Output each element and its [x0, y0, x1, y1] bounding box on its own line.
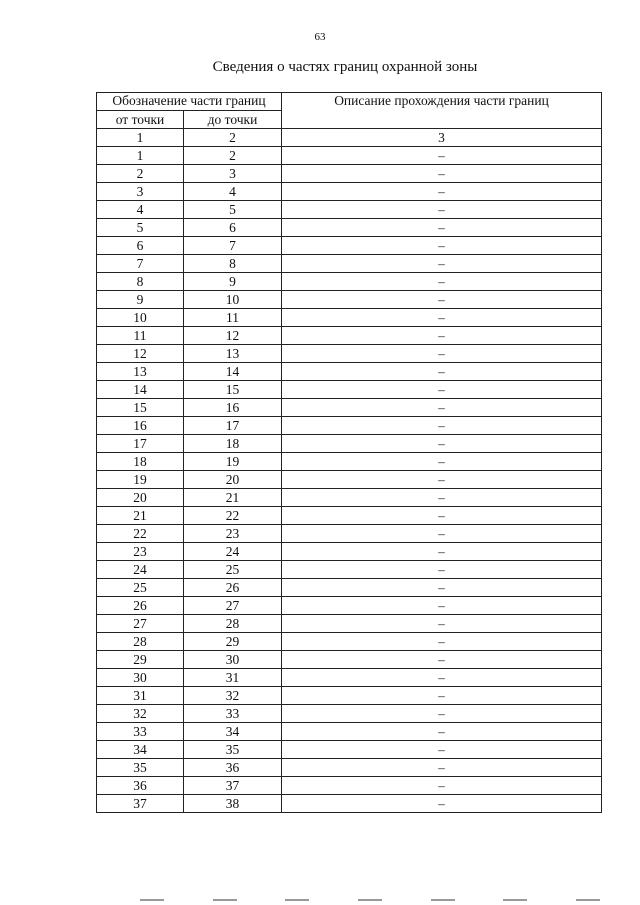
- description-cell: –: [282, 597, 602, 615]
- to-point-cell: 13: [184, 345, 282, 363]
- to-point-cell: 31: [184, 669, 282, 687]
- description-cell: –: [282, 219, 602, 237]
- to-point-cell: 9: [184, 273, 282, 291]
- scan-mark: [285, 899, 309, 901]
- description-cell: –: [282, 759, 602, 777]
- to-point-cell: 32: [184, 687, 282, 705]
- to-point-cell: 35: [184, 741, 282, 759]
- table-row: [97, 561, 602, 579]
- to-point-cell: 18: [184, 435, 282, 453]
- to-point-cell: 37: [184, 777, 282, 795]
- description-cell: –: [282, 705, 602, 723]
- column-index-cell: 1: [97, 129, 184, 147]
- from-point-cell: 20: [97, 489, 184, 507]
- from-point-cell: 15: [97, 399, 184, 417]
- table-row: [97, 435, 602, 453]
- description-cell: –: [282, 435, 602, 453]
- description-cell: –: [282, 291, 602, 309]
- from-point-cell: 35: [97, 759, 184, 777]
- table-row: [97, 543, 602, 561]
- scan-mark: [140, 899, 164, 901]
- from-point-cell: 9: [97, 291, 184, 309]
- description-cell: –: [282, 381, 602, 399]
- to-point-cell: 30: [184, 651, 282, 669]
- table-row: [97, 795, 602, 813]
- description-cell: –: [282, 237, 602, 255]
- scan-mark: [213, 899, 237, 901]
- table-row: [97, 525, 602, 543]
- description-cell: –: [282, 255, 602, 273]
- table-row: [97, 741, 602, 759]
- description-cell: –: [282, 327, 602, 345]
- table-row: [97, 201, 602, 219]
- to-point-cell: 17: [184, 417, 282, 435]
- to-point-cell: 23: [184, 525, 282, 543]
- to-point-cell: 33: [184, 705, 282, 723]
- table-row: [97, 759, 602, 777]
- to-point-cell: 2: [184, 147, 282, 165]
- table-body: [97, 129, 602, 813]
- table-row: [97, 417, 602, 435]
- to-point-cell: 36: [184, 759, 282, 777]
- from-point-cell: 16: [97, 417, 184, 435]
- table-row: [97, 705, 602, 723]
- to-point-cell: 22: [184, 507, 282, 525]
- description-cell: –: [282, 741, 602, 759]
- description-cell: –: [282, 363, 602, 381]
- table-row: [97, 579, 602, 597]
- scan-mark: [503, 899, 527, 901]
- description-cell: –: [282, 309, 602, 327]
- from-point-cell: 25: [97, 579, 184, 597]
- from-point-cell: 31: [97, 687, 184, 705]
- from-point-cell: 12: [97, 345, 184, 363]
- from-point-cell: 14: [97, 381, 184, 399]
- table-row: [97, 651, 602, 669]
- to-point-cell: 19: [184, 453, 282, 471]
- description-cell: –: [282, 543, 602, 561]
- description-cell: –: [282, 147, 602, 165]
- to-point-cell: 10: [184, 291, 282, 309]
- from-point-cell: 6: [97, 237, 184, 255]
- from-point-cell: 24: [97, 561, 184, 579]
- description-cell: –: [282, 399, 602, 417]
- to-point-cell: 12: [184, 327, 282, 345]
- table-row: [97, 597, 602, 615]
- description-cell: –: [282, 273, 602, 291]
- column-index-cell: 2: [184, 129, 282, 147]
- table-row: [97, 327, 602, 345]
- from-point-cell: 37: [97, 795, 184, 813]
- table-row: [97, 147, 602, 165]
- to-point-cell: 29: [184, 633, 282, 651]
- table-row: [97, 345, 602, 363]
- description-cell: –: [282, 579, 602, 597]
- description-cell: –: [282, 633, 602, 651]
- column-index-cell: 3: [282, 129, 602, 147]
- description-cell: –: [282, 615, 602, 633]
- to-point-cell: 8: [184, 255, 282, 273]
- from-point-cell: 32: [97, 705, 184, 723]
- table-header-row: [97, 93, 602, 111]
- table-row: [97, 489, 602, 507]
- description-cell: –: [282, 345, 602, 363]
- page-number: 63: [314, 31, 326, 43]
- from-point-cell: 4: [97, 201, 184, 219]
- to-point-cell: 25: [184, 561, 282, 579]
- table-row: [97, 309, 602, 327]
- table-row: [97, 237, 602, 255]
- from-point-cell: 23: [97, 543, 184, 561]
- to-point-cell: 21: [184, 489, 282, 507]
- from-point-cell: 10: [97, 309, 184, 327]
- from-point-cell: 1: [97, 147, 184, 165]
- document-title: Сведения о частях границ охранной зоны: [212, 59, 478, 75]
- from-point-cell: 34: [97, 741, 184, 759]
- from-point-cell: 26: [97, 597, 184, 615]
- to-point-cell: 27: [184, 597, 282, 615]
- from-point-cell: 7: [97, 255, 184, 273]
- description-cell: –: [282, 777, 602, 795]
- table-row: [97, 399, 602, 417]
- from-point-cell: 27: [97, 615, 184, 633]
- table-row: [97, 183, 602, 201]
- description-cell: –: [282, 723, 602, 741]
- description-cell: –: [282, 525, 602, 543]
- scan-mark: [576, 899, 600, 901]
- column-index-row: [97, 129, 602, 147]
- header-boundary-description: Описание прохождения части границ: [282, 93, 602, 129]
- scan-mark: [358, 899, 382, 901]
- to-point-cell: 7: [184, 237, 282, 255]
- table-row: [97, 669, 602, 687]
- footer-scan-marks: [140, 899, 600, 903]
- from-point-cell: 28: [97, 633, 184, 651]
- scan-mark: [431, 899, 455, 901]
- description-cell: –: [282, 183, 602, 201]
- table-row: [97, 777, 602, 795]
- to-point-cell: 38: [184, 795, 282, 813]
- boundary-parts-table: [96, 92, 602, 813]
- description-cell: –: [282, 561, 602, 579]
- table-row: [97, 687, 602, 705]
- table-row: [97, 381, 602, 399]
- from-point-cell: 8: [97, 273, 184, 291]
- to-point-cell: 24: [184, 543, 282, 561]
- table-row: [97, 633, 602, 651]
- to-point-cell: 15: [184, 381, 282, 399]
- table-row: [97, 723, 602, 741]
- description-cell: –: [282, 417, 602, 435]
- description-cell: –: [282, 471, 602, 489]
- from-point-cell: 17: [97, 435, 184, 453]
- description-cell: –: [282, 651, 602, 669]
- to-point-cell: 34: [184, 723, 282, 741]
- table-row: [97, 291, 602, 309]
- table-row: [97, 363, 602, 381]
- from-point-cell: 13: [97, 363, 184, 381]
- description-cell: –: [282, 165, 602, 183]
- to-point-cell: 5: [184, 201, 282, 219]
- from-point-cell: 2: [97, 165, 184, 183]
- to-point-cell: 20: [184, 471, 282, 489]
- header-boundary-part-designation: Обозначение части границ: [97, 93, 282, 111]
- table-row: [97, 273, 602, 291]
- from-point-cell: 19: [97, 471, 184, 489]
- table-row: [97, 615, 602, 633]
- table-row: [97, 219, 602, 237]
- from-point-cell: 11: [97, 327, 184, 345]
- header-to-point: до точки: [184, 111, 282, 129]
- from-point-cell: 29: [97, 651, 184, 669]
- from-point-cell: 33: [97, 723, 184, 741]
- description-cell: –: [282, 507, 602, 525]
- description-cell: –: [282, 795, 602, 813]
- to-point-cell: 28: [184, 615, 282, 633]
- to-point-cell: 6: [184, 219, 282, 237]
- description-cell: –: [282, 687, 602, 705]
- to-point-cell: 26: [184, 579, 282, 597]
- table-row: [97, 471, 602, 489]
- to-point-cell: 16: [184, 399, 282, 417]
- from-point-cell: 22: [97, 525, 184, 543]
- from-point-cell: 30: [97, 669, 184, 687]
- to-point-cell: 3: [184, 165, 282, 183]
- to-point-cell: 14: [184, 363, 282, 381]
- from-point-cell: 21: [97, 507, 184, 525]
- description-cell: –: [282, 201, 602, 219]
- from-point-cell: 36: [97, 777, 184, 795]
- description-cell: –: [282, 453, 602, 471]
- from-point-cell: 5: [97, 219, 184, 237]
- from-point-cell: 18: [97, 453, 184, 471]
- header-from-point: от точки: [97, 111, 184, 129]
- from-point-cell: 3: [97, 183, 184, 201]
- to-point-cell: 11: [184, 309, 282, 327]
- to-point-cell: 4: [184, 183, 282, 201]
- description-cell: –: [282, 489, 602, 507]
- table-row: [97, 165, 602, 183]
- description-cell: –: [282, 669, 602, 687]
- table-row: [97, 507, 602, 525]
- table-row: [97, 255, 602, 273]
- table-row: [97, 453, 602, 471]
